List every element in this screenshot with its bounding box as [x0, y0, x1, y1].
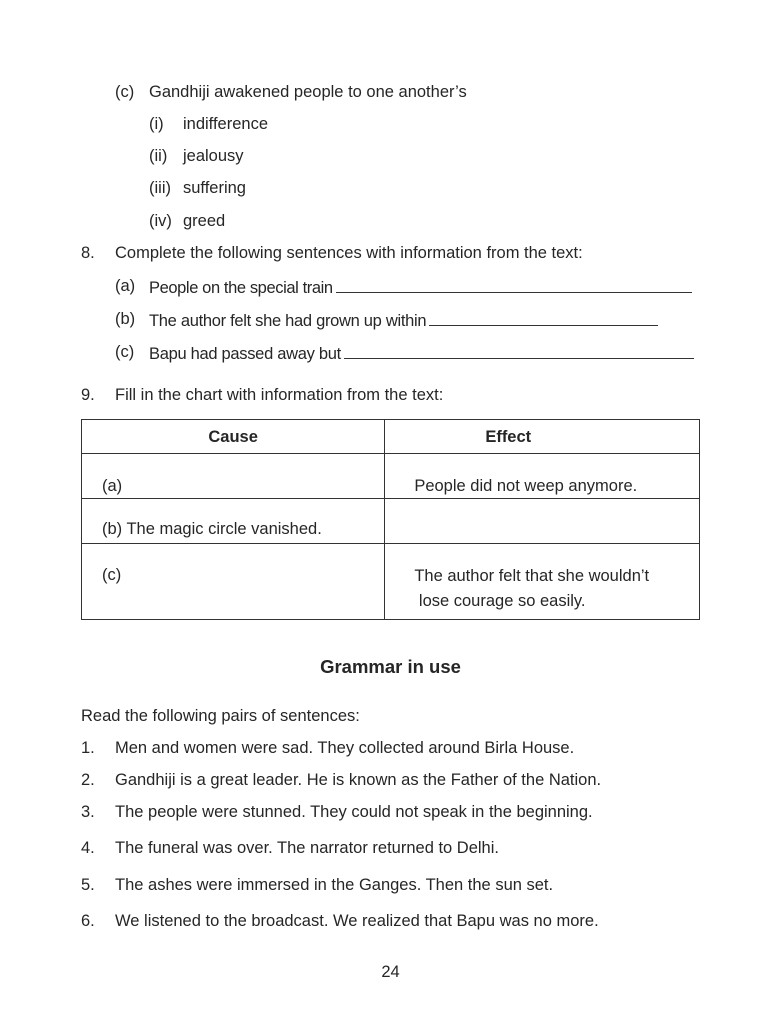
grammar-item-number: 1.: [81, 739, 95, 757]
grammar-item-number: 3.: [81, 803, 95, 821]
chart-row: [82, 454, 700, 499]
grammar-item-number: 6.: [81, 912, 95, 930]
answer-blank-a[interactable]: [336, 276, 692, 293]
q8-item-b-text: The author felt she had grown up within: [149, 312, 427, 330]
cause-cell: [82, 499, 385, 544]
q7c-option-label: (iv): [149, 212, 172, 230]
chart-row: [82, 544, 700, 620]
q7c-text: Gandhiji awakened people to one another’s: [149, 83, 467, 101]
q7c-option-label: (iii): [149, 179, 171, 197]
effect-text: People did not weep anymore.: [414, 477, 638, 495]
q7c-label: (c): [115, 83, 135, 101]
grammar-item-text: We listened to the broadcast. We realized that Bapu was no more.: [115, 912, 599, 930]
q9-text: Fill in the chart with information from the text:: [115, 386, 444, 404]
q7c-option-text: jealousy: [183, 147, 244, 165]
q8-item-text: [149, 309, 658, 331]
q8-item-a-text: People on the special train: [149, 279, 333, 297]
chart-header-row: [82, 420, 700, 454]
cause-text: (c): [102, 566, 122, 584]
q8-item-text: [149, 342, 694, 364]
q7c-option-label: (i): [149, 115, 164, 133]
effect-text-line: The author felt that she wouldn’t: [414, 567, 650, 585]
effect-cell[interactable]: [385, 499, 700, 544]
q8-item-label: (c): [115, 343, 135, 361]
answer-blank-b[interactable]: [429, 309, 658, 326]
grammar-item-number: 5.: [81, 876, 95, 894]
answer-blank-c[interactable]: [344, 342, 694, 359]
grammar-item-number: 2.: [81, 771, 95, 789]
q9-number: 9.: [81, 386, 95, 404]
effect-text-line: lose courage so easily.: [414, 592, 586, 610]
q8-number: 8.: [81, 244, 95, 262]
grammar-intro: Read the following pairs of sentences:: [81, 707, 360, 725]
chart-row: [82, 499, 700, 544]
q8-item-label: (a): [115, 277, 136, 295]
grammar-item-text: The people were stunned. They could not speak in the beginning.: [115, 803, 593, 821]
q8-item-c-text: Bapu had passed away but: [149, 345, 341, 363]
q7c-option-label: (ii): [149, 147, 168, 165]
cause-effect-chart: [81, 419, 700, 620]
q7c-option-text: indifference: [183, 115, 269, 133]
section-heading: Grammar in use: [320, 656, 461, 677]
grammar-item-number: 4.: [81, 839, 95, 857]
q8-item-label: (b): [115, 310, 136, 328]
grammar-item-text: The ashes were immersed in the Ganges. Then the sun set.: [115, 876, 554, 894]
cause-cell[interactable]: [82, 544, 385, 620]
q8-item-text: [149, 276, 692, 298]
effect-cell: [385, 544, 700, 620]
q7c-option-text: suffering: [183, 179, 246, 197]
cause-cell[interactable]: [82, 454, 385, 499]
q7c-option-text: greed: [183, 212, 226, 230]
page-number: 24: [381, 963, 400, 981]
q8-text: Complete the following sentences with information from the text:: [115, 244, 583, 262]
effect-cell: [385, 454, 700, 499]
grammar-item-text: Men and women were sad. They collected around Birla House.: [115, 739, 575, 757]
cause-text: (b) The magic circle vanished.: [102, 520, 322, 538]
effect-header: Effect: [385, 420, 700, 454]
grammar-item-text: Gandhiji is a great leader. He is known as the Father of the Nation.: [115, 771, 602, 789]
cause-text: (a): [102, 477, 123, 495]
grammar-item-text: The funeral was over. The narrator returned to Delhi.: [115, 839, 499, 857]
cause-header: Cause: [82, 420, 385, 454]
